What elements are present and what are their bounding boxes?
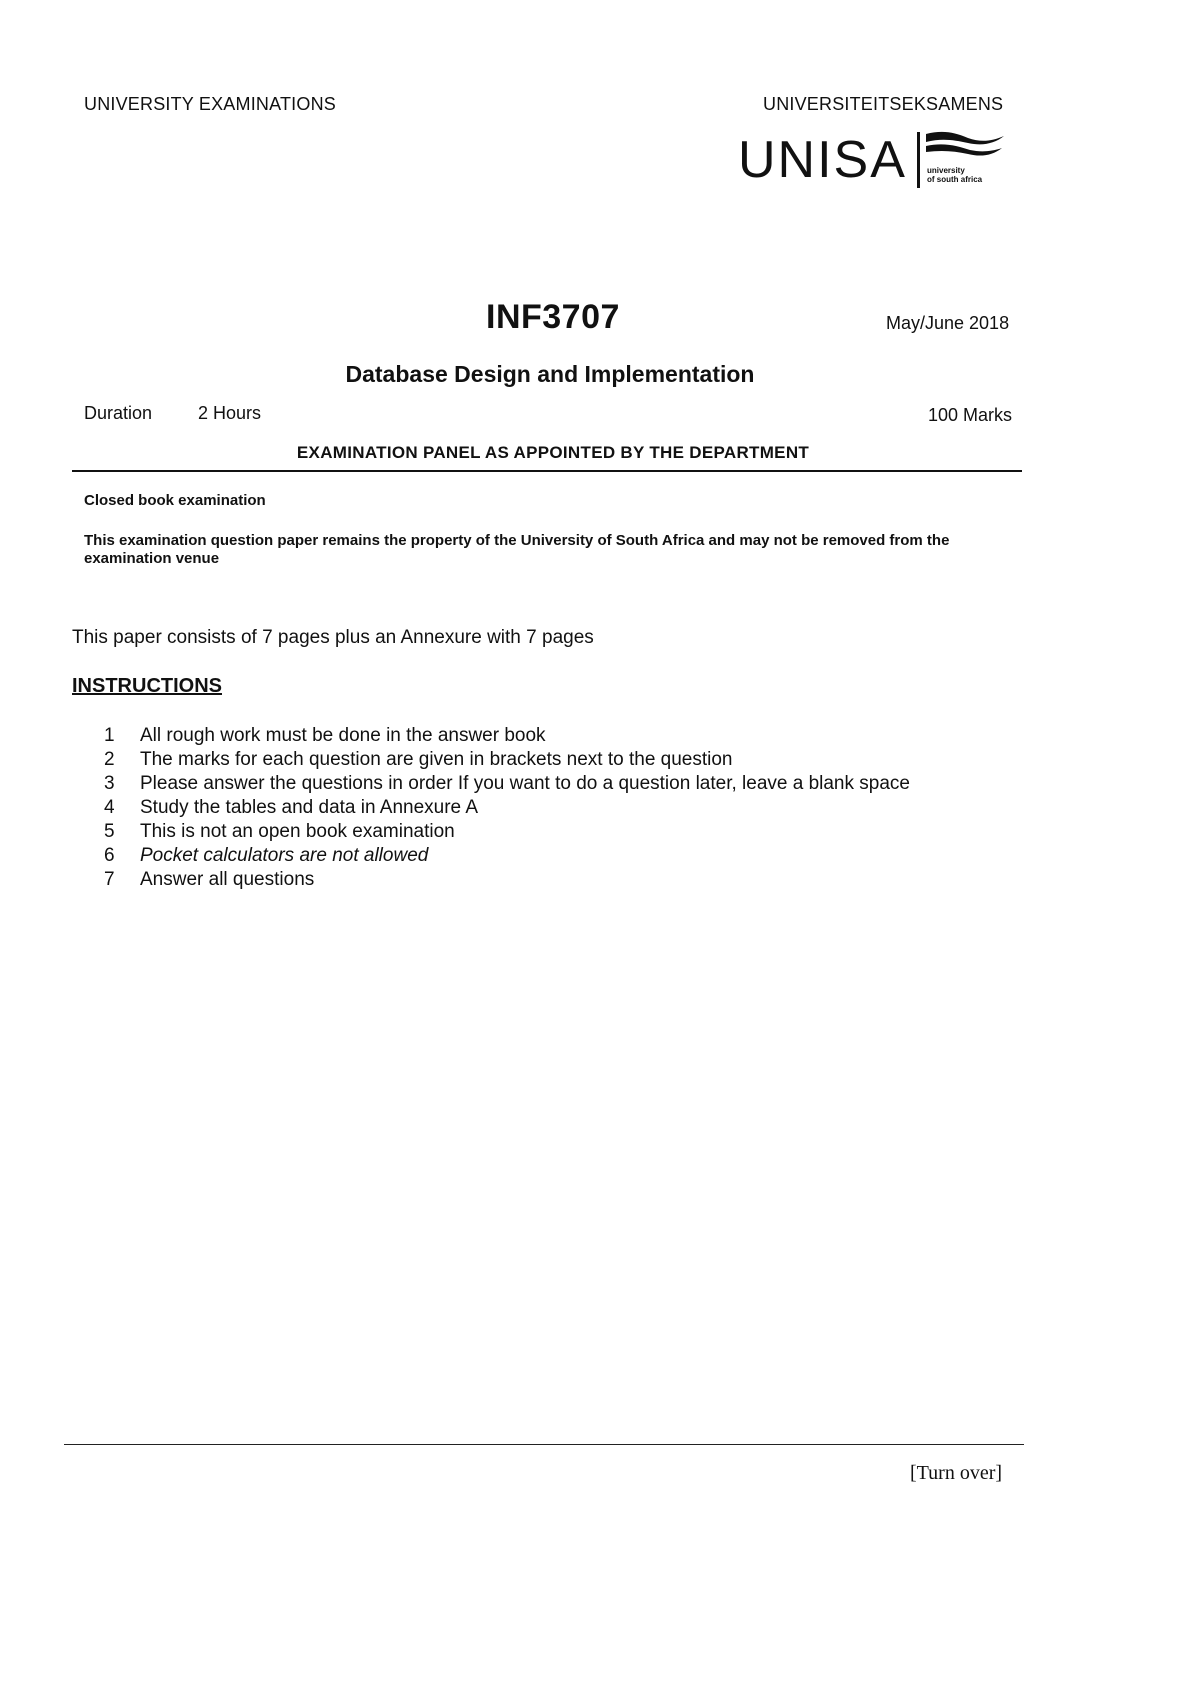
instructions-list (104, 724, 910, 892)
header-left: UNIVERSITY EXAMINATIONS (84, 94, 336, 114)
duration-value: 2 Hours (198, 403, 262, 423)
instruction-item (104, 772, 910, 796)
instruction-number: 5 (104, 821, 115, 842)
logo-wordmark: UNISA (738, 131, 907, 189)
closed-book-note: Closed book examination (84, 492, 266, 509)
header-right: UNIVERSITEITSEKSAMENS (763, 94, 1004, 114)
instructions-heading: INSTRUCTIONS (72, 675, 222, 697)
instruction-item (104, 844, 910, 868)
logo-subtitle-line2: of south africa (927, 175, 983, 184)
unisa-logo (738, 128, 1008, 198)
logo-subtitle-line1: university (927, 166, 965, 175)
instruction-number: 1 (104, 725, 115, 746)
instruction-number: 7 (104, 869, 115, 890)
instruction-item (104, 724, 910, 748)
instruction-text: All rough work must be done in the answer book (140, 725, 546, 746)
instruction-number: 3 (104, 773, 115, 794)
instruction-text: Study the tables and data in Annexure A (140, 797, 479, 818)
instruction-item (104, 868, 910, 892)
course-title: Database Design and Implementation (345, 361, 755, 387)
course-code: INF3707 (486, 298, 620, 336)
pages-info: This paper consists of 7 pages plus an Annexure with 7 pages (72, 627, 594, 648)
instruction-text: This is not an open book examination (140, 821, 455, 842)
instruction-number: 2 (104, 749, 115, 770)
logo-divider (917, 132, 920, 188)
instruction-item (104, 748, 910, 772)
exam-date: May/June 2018 (886, 313, 1010, 333)
total-marks: 100 Marks (928, 405, 1013, 425)
instruction-text: Please answer the questions in order If you want to do a question later, leave a blank space (140, 773, 910, 794)
instruction-item (104, 796, 910, 820)
logo-flag-icon (924, 130, 1006, 166)
instruction-item (104, 820, 910, 844)
instruction-number: 6 (104, 845, 115, 866)
instruction-text: Answer all questions (140, 869, 315, 890)
turn-over-note: [Turn over] (910, 1462, 1003, 1484)
logo-subtitle (927, 166, 982, 184)
footer-divider (64, 1444, 1024, 1445)
property-note: This examination question paper remains the property of the University of South Africa and may not be removed from the examination venue (84, 532, 950, 567)
instruction-text: The marks for each question are given in brackets next to the question (140, 749, 733, 770)
instruction-text: Pocket calculators are not allowed (140, 845, 429, 866)
examination-panel: EXAMINATION PANEL AS APPOINTED BY THE DEPARTMENT (296, 443, 810, 462)
instruction-number: 4 (104, 797, 115, 818)
duration-label: Duration (84, 403, 153, 423)
header-divider (72, 470, 1022, 472)
